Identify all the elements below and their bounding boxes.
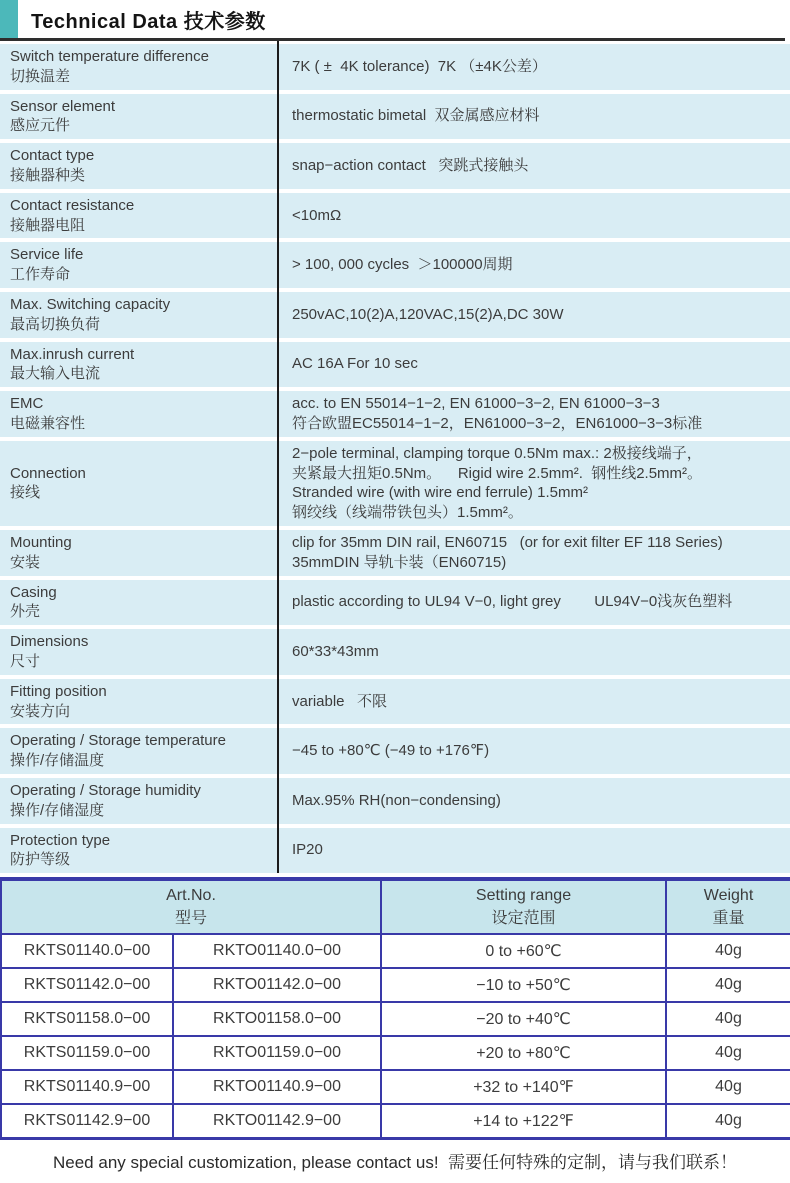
spec-label (0, 391, 277, 437)
spec-label-zh: 尺寸 (10, 652, 41, 670)
order-cell-setting-range: 0 to +60℃ (381, 934, 666, 968)
spec-label-zh: 操作/存储温度 (10, 752, 105, 770)
spec-label-en: Casing (10, 583, 57, 601)
spec-value: IP20 (292, 841, 323, 859)
spec-label-zh: 安装方向 (10, 702, 71, 720)
spec-value: Max.95% RH(non−condensing) (292, 791, 501, 809)
spec-label (0, 778, 277, 824)
spec-value: thermostatic bimetal 双金属感应材料 (292, 107, 540, 125)
spec-row (0, 342, 790, 388)
spec-label (0, 44, 277, 90)
spec-label (0, 94, 277, 140)
spec-label (0, 143, 277, 189)
order-header-setting-range (381, 879, 666, 934)
page-title: Technical Data 技术参数 (31, 10, 266, 33)
spec-label (0, 679, 277, 725)
spec-label-en: Dimensions (10, 633, 89, 651)
spec-value: 250vAC,10(2)A,120VAC,15(2)A,DC 30W (292, 305, 564, 323)
spec-row (0, 193, 790, 239)
order-cell-artno-2: RKTO01158.0−00 (173, 1002, 381, 1036)
order-header-artno-en: Art.No. (166, 886, 216, 904)
order-cell-artno-2: RKTO01140.9−00 (173, 1070, 381, 1104)
spec-row (0, 580, 790, 626)
spec-label (0, 580, 277, 626)
spec-value: −45 to +80℃ (−49 to +176℉) (292, 742, 490, 760)
order-header-setting-range-en: Setting range (475, 886, 572, 904)
order-cell-setting-range: +20 to +80℃ (381, 1036, 666, 1070)
spec-value: plastic according to UL94 V−0, light grey UL94V−0浅灰色塑料 (292, 593, 733, 611)
title-bar (0, 0, 785, 41)
spec-label-zh: 防护等级 (10, 851, 71, 869)
spec-value: AC 16A For 10 sec (292, 355, 418, 373)
spec-value: <10mΩ (292, 206, 342, 224)
spec-label-zh: 最高切换负荷 (10, 315, 101, 333)
spec-value: 60*33*43mm (292, 643, 379, 661)
spec-label-zh: 感应元件 (10, 117, 71, 135)
order-cell-artno-2: RKTO01142.9−00 (173, 1104, 381, 1138)
spec-label-zh: 接触器电阻 (10, 216, 86, 234)
spec-label (0, 342, 277, 388)
spec-row (0, 292, 790, 338)
order-header-weight (666, 879, 790, 934)
spec-label-zh: 外壳 (10, 603, 41, 621)
spec-value: clip for 35mm DIN rail, EN60715 (or for exit filter EF 118 Series) 35mmDIN 导轨卡装（EN60715) (292, 533, 723, 571)
spec-label-en: Service life (10, 246, 84, 264)
spec-label-en: EMC (10, 395, 44, 413)
spec-label (0, 193, 277, 239)
order-cell-artno-1: RKTS01159.0−00 (1, 1036, 173, 1070)
spec-label-en: Operating / Storage temperature (10, 732, 226, 750)
spec-label (0, 728, 277, 774)
order-cell-artno-1: RKTS01158.0−00 (1, 1002, 173, 1036)
spec-row (0, 828, 790, 874)
spec-label (0, 530, 277, 576)
order-cell-artno-2: RKTO01140.0−00 (173, 934, 381, 968)
spec-row (0, 530, 790, 576)
spec-label-en: Protection type (10, 831, 111, 849)
order-cell-weight: 40g (666, 1002, 790, 1036)
spec-row (0, 679, 790, 725)
order-table-body (1, 934, 790, 1138)
spec-value: snap−action contact 突跳式接触头 (292, 157, 529, 175)
spec-row (0, 143, 790, 189)
order-cell-artno-1: RKTS01142.0−00 (1, 968, 173, 1002)
spec-label-zh: 操作/存储湿度 (10, 801, 105, 819)
order-cell-setting-range: −10 to +50℃ (381, 968, 666, 1002)
spec-row (0, 391, 790, 437)
order-cell-setting-range: +32 to +140℉ (381, 1070, 666, 1104)
spec-row (0, 441, 790, 526)
spec-label-en: Max. Switching capacity (10, 295, 171, 313)
order-cell-artno-1: RKTS01140.9−00 (1, 1070, 173, 1104)
accent-square-icon (0, 0, 18, 38)
spec-row (0, 242, 790, 288)
order-cell-weight: 40g (666, 934, 790, 968)
spec-label-zh: 工作寿命 (10, 266, 71, 284)
order-table-row (1, 1002, 790, 1036)
spec-row (0, 44, 790, 90)
order-cell-weight: 40g (666, 1070, 790, 1104)
spec-label-en: Max.inrush current (10, 345, 135, 363)
order-cell-weight: 40g (666, 968, 790, 1002)
order-cell-weight: 40g (666, 1104, 790, 1138)
order-table-row (1, 1070, 790, 1104)
order-header-artno (1, 879, 381, 934)
spec-label-en: Contact resistance (10, 196, 135, 214)
spec-table (0, 41, 790, 873)
spec-label-en: Switch temperature difference (10, 48, 209, 65)
order-table (0, 877, 790, 1140)
spec-label-en: Sensor element (10, 97, 116, 115)
spec-label-en: Contact type (10, 147, 95, 165)
spec-label (0, 629, 277, 675)
spec-row (0, 778, 790, 824)
order-cell-setting-range: −20 to +40℃ (381, 1002, 666, 1036)
order-header-weight-en: Weight (703, 886, 754, 904)
spec-row (0, 94, 790, 140)
footer-note: Need any special customization, please contact us! 需要任何特殊的定制，请与我们联系！ (53, 1152, 737, 1172)
spec-label-zh: 接触器种类 (10, 166, 86, 184)
spec-value: acc. to EN 55014−1−2, EN 61000−3−2, EN 61000−3−3 符合欧盟EC55014−1−2，EN61000−3−2，EN61000−3−3标准 (292, 395, 703, 432)
order-cell-artno-1: RKTS01142.9−00 (1, 1104, 173, 1138)
spec-label (0, 242, 277, 288)
spec-label (0, 828, 277, 874)
spec-label-zh: 最大输入电流 (10, 365, 101, 383)
spec-label-en: Connection (10, 464, 86, 482)
order-table-row (1, 1104, 790, 1138)
spec-label-en: Fitting position (10, 682, 107, 700)
order-table-row (1, 968, 790, 1002)
order-header-weight-zh: 重量 (712, 910, 745, 928)
spec-row (0, 728, 790, 774)
order-cell-weight: 40g (666, 1036, 790, 1070)
spec-label-zh: 切换温差 (10, 67, 71, 85)
spec-value: 7K ( ± 4K tolerance) 7K （±4K公差） (292, 57, 547, 75)
spec-value: > 100, 000 cycles ＞100000周期 (292, 256, 513, 274)
spec-label-zh: 电磁兼容性 (10, 414, 86, 432)
spec-row (0, 629, 790, 675)
spec-label-zh: 接线 (10, 484, 41, 502)
spec-label (0, 292, 277, 338)
order-cell-artno-1: RKTS01140.0−00 (1, 934, 173, 968)
spec-value: variable 不限 (292, 692, 388, 710)
order-table-row (1, 1036, 790, 1070)
order-cell-artno-2: RKTO01142.0−00 (173, 968, 381, 1002)
order-header-setting-range-zh: 设定范围 (491, 910, 556, 928)
spec-label (0, 461, 277, 507)
spec-label-en: Operating / Storage humidity (10, 781, 201, 799)
order-cell-artno-2: RKTO01159.0−00 (173, 1036, 381, 1070)
spec-value: 2−pole terminal, clamping torque 0.5Nm max.: 2极接线端子， 夹紧最大扭矩0.5Nm。 Rigid wire 2.5mm². 钢性线2.5mm²。 Stranded wire (with wire end ferrule) 1.5mm² 钢绞线（线端带铁包头）1.5mm²。 (292, 444, 703, 522)
order-cell-setting-range: +14 to +122℉ (381, 1104, 666, 1138)
order-table-header-row (1, 879, 790, 934)
spec-label-zh: 安装 (10, 553, 41, 571)
spec-label-en: Mounting (10, 533, 72, 551)
order-table-row (1, 934, 790, 968)
order-header-artno-zh: 型号 (175, 910, 208, 928)
